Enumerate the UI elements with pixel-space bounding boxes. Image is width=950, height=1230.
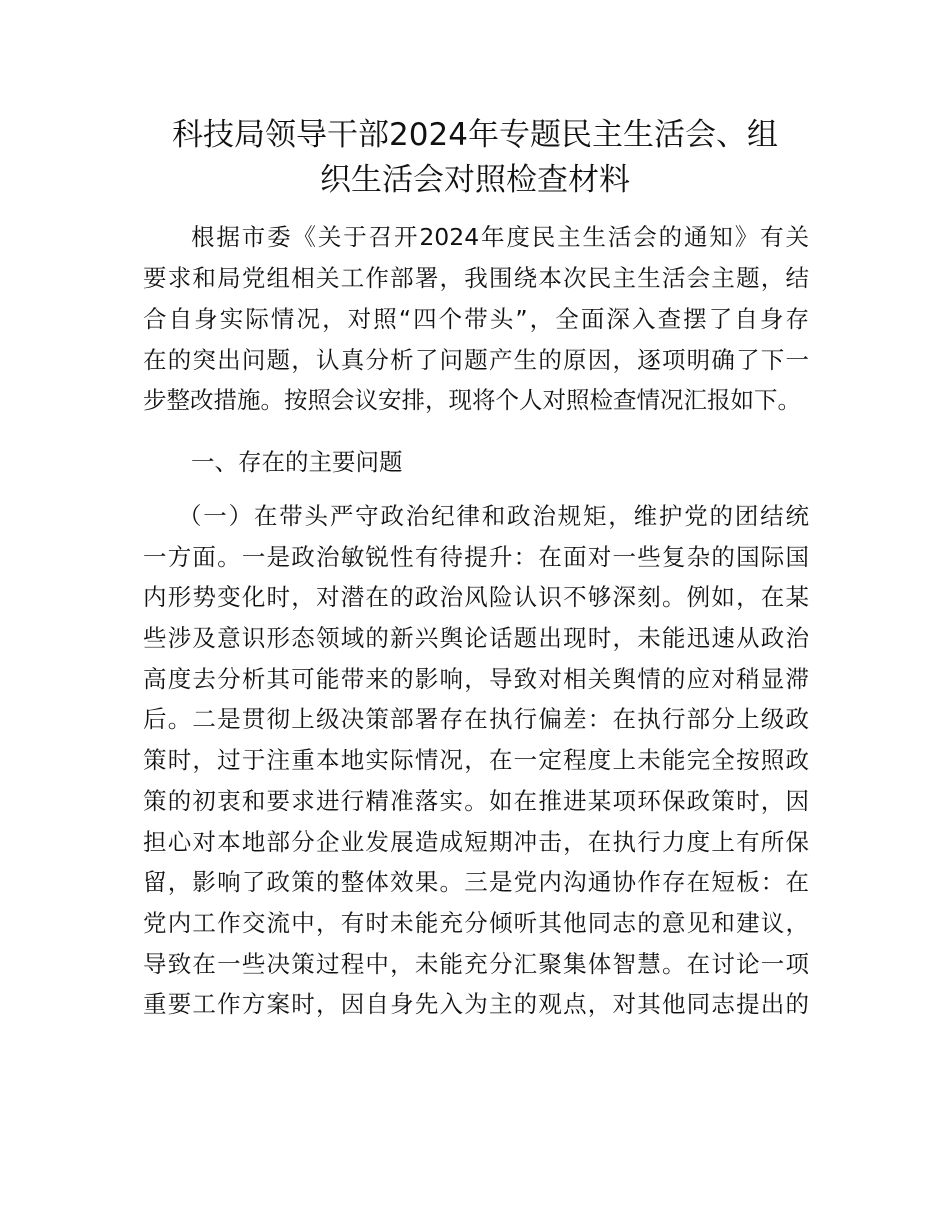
- paragraph-line: 导致在一些决策过程中，未能充分汇聚集体智慧。在讨论一项: [143, 950, 809, 978]
- paragraph-line: 一方面。一是政治敏锐性有待提升：在面对一些复杂的国际国: [143, 543, 809, 571]
- paragraph-line: 策的初衷和要求进行精准落实。如在推进某项环保政策时，因: [143, 787, 809, 815]
- paragraph-line: 些涉及意识形态领域的新兴舆论话题出现时，未能迅速从政治: [143, 624, 809, 652]
- section-heading: 一、存在的主要问题: [191, 448, 403, 476]
- paragraph-line: 策时，过于注重本地实际情况，在一定程度上未能完全按照政: [143, 746, 809, 774]
- paragraph-line: 后。二是贯彻上级决策部署存在执行偏差：在执行部分上级政: [143, 705, 809, 733]
- paragraph-line: 在的突出问题，认真分析了问题产生的原因，逐项明确了下一: [143, 346, 809, 374]
- paragraph-line: 内形势变化时，对潜在的政治风险认识不够深刻。例如，在某: [143, 583, 809, 611]
- document-title-line-1: 科技局领导干部2024年专题民主生活会、组: [172, 117, 778, 153]
- paragraph-line: 根据市委《关于召开2024年度民主生活会的通知》有关: [191, 223, 809, 251]
- paragraph-line: 要求和局党组相关工作部署，我围绕本次民主生活会主题，结: [143, 264, 809, 292]
- paragraph-line: 留，影响了政策的整体效果。三是党内沟通协作存在短板：在: [143, 868, 809, 896]
- paragraph-line: 担心对本地部分企业发展造成短期冲击，在执行力度上有所保: [143, 828, 809, 856]
- paragraph-line: 重要工作方案时，因自身先入为主的观点，对其他同志提出的: [143, 990, 809, 1018]
- paragraph-line: 党内工作交流中，有时未能充分倾听其他同志的意见和建议，: [143, 909, 809, 937]
- paragraph-line: 高度去分析其可能带来的影响，导致对相关舆情的应对稍显滞: [143, 665, 809, 693]
- paragraph-line: 合自身实际情况，对照“四个带头”，全面深入查摆了自身存: [143, 305, 809, 333]
- paragraph-line: 步整改措施。按照会议安排，现将个人对照检查情况汇报如下。: [143, 386, 801, 414]
- document-title-line-2: 织生活会对照检查材料: [320, 162, 630, 198]
- paragraph-line: （一）在带头严守政治纪律和政治规矩，维护党的团结统: [178, 502, 809, 530]
